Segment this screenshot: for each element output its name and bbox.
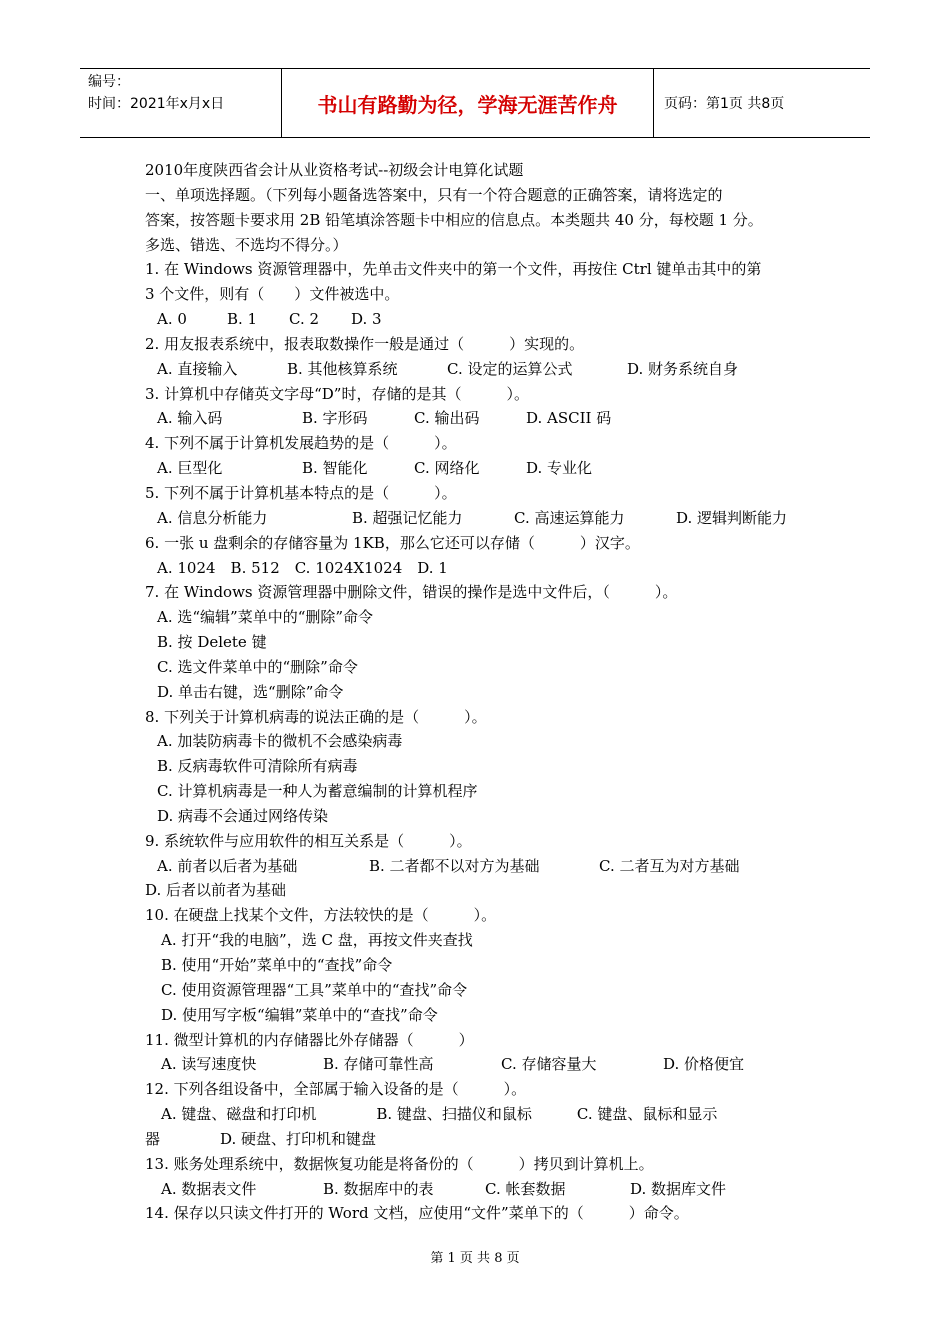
option-b: B. 字形码 — [302, 409, 368, 428]
header-page-label: 页码：第1页 共8页 — [664, 96, 785, 112]
option-a: A. 加装防病毒卡的微机不会感染病毒 — [157, 732, 403, 751]
question-stem: 3. 计算机中存储英文字母“D”时，存储的是其（ ）。 — [145, 384, 529, 403]
option-c: C. 输出码 — [414, 409, 480, 428]
option-d: D. 价格便宜 — [663, 1055, 745, 1074]
question-stem: 2. 用友报表系统中，报表取数操作一般是通过（ ）实现的。 — [145, 334, 585, 353]
option-c: C. 2 — [289, 310, 320, 329]
option-c: C. 存储容量大 — [501, 1055, 597, 1074]
option-d: D. 财务系统自身 — [627, 359, 739, 378]
option-b: B. 存储可靠性高 — [323, 1055, 434, 1074]
option-b: B. 使用“开始”菜单中的“查找”命令 — [161, 956, 393, 974]
option-b: B. 智能化 — [302, 459, 368, 478]
instructions-line: 答案，按答题卡要求用 2B 铅笔填涂答题卡中相应的信息点。本类题共 40 分，每校题 1 分。 — [145, 210, 763, 229]
options-row — [145, 1177, 815, 1202]
option-c: C. 帐套数据 — [485, 1179, 566, 1198]
option-c: C. 使用资源管理器“工具”菜单中的“查找”命令 — [161, 980, 468, 999]
options-row — [145, 406, 815, 431]
option-d: D. ASCII 码 — [526, 409, 612, 428]
options-row — [145, 456, 815, 481]
question-stem: 14. 保存以只读文件打开的 Word 文档，应使用“文件”菜单下的（ ）命令。 — [145, 1204, 689, 1223]
header-info — [80, 69, 282, 137]
options-row: 器 D. 硬盘、打印机和键盘 — [145, 1129, 377, 1148]
option-c: C. 设定的运算公式 — [447, 359, 573, 378]
option-b: B. 其他核算系统 — [287, 359, 398, 378]
option-b: B. 超强记忆能力 — [352, 508, 463, 527]
option-a: A. 选“编辑”菜单中的“删除”命令 — [157, 608, 374, 627]
option-c: C. 二者互为对方基础 — [599, 856, 740, 875]
question-stem: 13. 账务处理系统中，数据恢复功能是将备份的（ ）拷贝到计算机上。 — [145, 1154, 654, 1173]
option-d: D. 3 — [351, 310, 382, 329]
options-row: A. 1024 B. 512 C. 1024X1024 D. 1 — [157, 558, 448, 577]
option-b: B. 数据库中的表 — [323, 1179, 434, 1198]
option-b: B. 反病毒软件可清除所有病毒 — [157, 757, 358, 776]
question-stem: 11. 微型计算机的内存储器比外存储器（ ） — [145, 1030, 474, 1049]
time-label: 时间：2021年x月x日 — [88, 96, 225, 112]
option-d: D. 病毒不会通过网络传染 — [157, 806, 329, 825]
page-footer: 第 1 页 共 8 页 — [430, 1251, 520, 1266]
option-a: A. 0 — [157, 310, 187, 329]
option-a: A. 数据表文件 — [161, 1179, 257, 1198]
page-header — [80, 68, 870, 138]
option-d: D. 单击右键，选“删除”命令 — [157, 682, 344, 701]
options-row — [145, 357, 815, 382]
question-stem: 12. 下列各组设备中，全部属于输入设备的是（ ）。 — [145, 1080, 527, 1099]
option-c: C. 选文件菜单中的“删除”命令 — [157, 657, 358, 676]
option-a: A. 信息分析能力 — [157, 508, 268, 527]
document-body — [145, 158, 815, 1226]
doc-title: 2010年度陕西省会计从业资格考试--初级会计电算化试题 — [145, 161, 524, 179]
option-b: B. 按 Delete 键 — [157, 633, 267, 652]
question-stem: 6. 一张 u 盘剩余的存储容量为 1KB，那么它还可以存储（ ）汉字。 — [145, 533, 640, 552]
option-a: A. 巨型化 — [157, 459, 223, 478]
option-c: C. 计算机病毒是一种人为蓄意编制的计算机程序 — [157, 782, 478, 801]
options-row — [145, 854, 815, 879]
instructions-line: 一、单项选择题。（下列每小题备选答案中，只有一个符合题意的正确答案，请将选定的 — [145, 185, 723, 204]
option-d: D. 专业化 — [526, 459, 593, 478]
question-stem: 4. 下列不属于计算机发展趋势的是（ ）。 — [145, 434, 457, 453]
question-stem: 1. 在 Windows 资源管理器中，先单击文件夹中的第一个文件，再按住 Ctrl 键单击其中的第 — [145, 260, 762, 279]
options-row — [145, 307, 815, 332]
option-a: A. 读写速度快 — [161, 1055, 257, 1074]
option-c: C. 网络化 — [414, 459, 480, 478]
options-row — [145, 506, 815, 531]
option-d: D. 数据库文件 — [630, 1179, 727, 1198]
options-row: A. 键盘、磁盘和打印机 B. 键盘、扫描仪和鼠标 C. 键盘、鼠标和显示 — [161, 1105, 718, 1124]
instructions-line: 多选、错选、不选均不得分。） — [145, 235, 348, 254]
question-stem: 9. 系统软件与应用软件的相互关系是（ ）。 — [145, 831, 472, 850]
question-stem: 7. 在 Windows 资源管理器中删除文件，错误的操作是选中文件后，（ ）。 — [145, 583, 678, 602]
header-motto: 书山有路勤为径，学海无涯苦作舟 — [282, 69, 654, 137]
option-d: D. 后者以前者为基础 — [145, 881, 287, 900]
option-a: A. 直接输入 — [157, 359, 238, 378]
question-stem: 5. 下列不属于计算机基本特点的是（ ）。 — [145, 483, 457, 502]
option-b: B. 二者都不以对方为基础 — [369, 856, 540, 875]
question-stem: 3 个文件，则有（ ）文件被选中。 — [145, 285, 400, 304]
option-c: C. 高速运算能力 — [514, 508, 625, 527]
options-row — [145, 1052, 815, 1077]
option-a: A. 打开“我的电脑”，选 C 盘，再按文件夹查找 — [161, 931, 473, 950]
option-d: D. 使用写字板“编辑”菜单中的“查找”命令 — [161, 1005, 438, 1024]
question-stem: 8. 下列关于计算机病毒的说法正确的是（ ）。 — [145, 707, 487, 726]
option-d: D. 逻辑判断能力 — [676, 508, 788, 527]
question-stem: 10. 在硬盘上找某个文件，方法较快的是（ ）。 — [145, 906, 497, 925]
option-a: A. 输入码 — [157, 409, 223, 428]
option-b: B. 1 — [227, 310, 258, 329]
number-label: 编号： — [88, 74, 130, 90]
option-a: A. 前者以后者为基础 — [157, 856, 298, 875]
